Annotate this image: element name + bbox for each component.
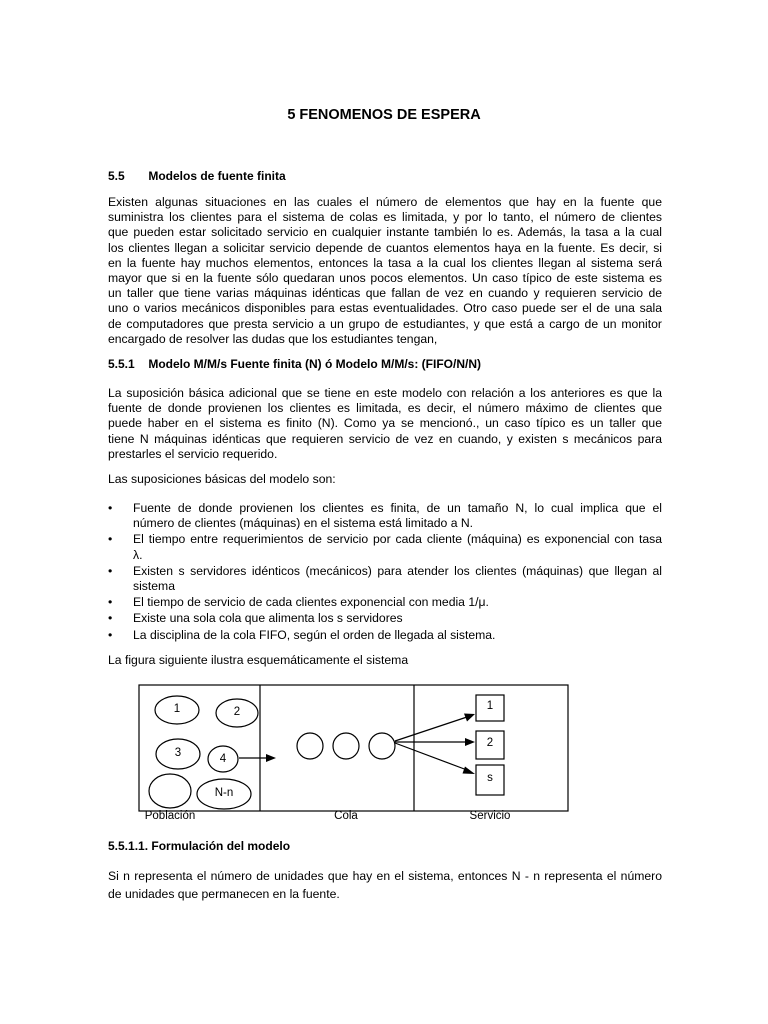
list-item-line: λ. — [133, 547, 143, 562]
paragraph-line: los clientes llegan a solicitar servicio depende de cuantos elementos haya en la fuente. Es decir, si — [108, 240, 662, 255]
paragraph-line: Existen algunas situaciones en las cuales el número de elementos que hay en la fuente que — [108, 195, 662, 209]
list-item-line: Existe una sola cola que alimenta los s servidores — [133, 611, 403, 626]
paragraph-line: de computadores que presta servicio a un grupo de estudiantes, y que está a cargo de un monitor — [108, 316, 662, 331]
population-label-3: 3 — [174, 747, 182, 759]
paragraph-assumptions-intro: Las suposiciones básicas del modelo son: — [108, 472, 336, 486]
bullet-icon: • — [108, 501, 113, 515]
bullet-icon: • — [108, 563, 113, 578]
paragraph-line: tiene N máquinas idénticas que requieren servicio de vez en cuando, y existen s mecánicos para — [108, 431, 662, 446]
section-number: 5.5 — [108, 169, 125, 183]
population-label-n-n: N-n — [214, 787, 234, 799]
server-label-s: s — [487, 772, 493, 784]
arrival-arrow-head — [266, 754, 276, 762]
section-title: Modelo M/M/s Fuente finita (N) ó Modelo M/M/s: (FIFO/N/N) — [148, 357, 481, 371]
list-item-line: El tiempo entre requerimientos de servicio por cada cliente (máquina) es exponencial con tasa — [133, 532, 662, 547]
paragraph-line: de unidades que permanecen en la fuente. — [108, 887, 340, 901]
population-caption: Población — [144, 810, 196, 822]
bullet-icon: • — [108, 532, 113, 547]
dispatch-line-1 — [395, 717, 467, 741]
bullet-icon: • — [108, 627, 113, 642]
dispatch-arrow-head-s — [463, 767, 476, 775]
population-label-2: 2 — [233, 706, 241, 718]
dispatch-line-s — [395, 743, 467, 770]
paragraph-line: puede haber en el sistema es finito (N). Como ya se mencionó., un caso típico es un taller que — [108, 416, 662, 431]
server-label-2: 2 — [486, 737, 494, 749]
population-label-1: 1 — [173, 703, 181, 715]
paragraph-line: La suposición básica adicional que se tiene en este modelo con relación a los anteriores es que la — [108, 386, 662, 400]
section-number: 5.5.1 — [108, 357, 135, 371]
server-label-1: 1 — [486, 700, 494, 712]
queue-slot-1 — [297, 733, 323, 759]
list-item-line: La disciplina de la cola FIFO, según el orden de llegada al sistema. — [133, 627, 496, 642]
paragraph-line: fuente de donde provienen los clientes es limitada, es decir, el número máximo de clientes que — [108, 401, 662, 416]
population-label-4: 4 — [219, 753, 227, 765]
paragraph-line: prestarles el servicio requerido. — [108, 446, 278, 461]
paragraph-figure-intro: La figura siguiente ilustra esquemáticamente el sistema — [108, 653, 409, 667]
paragraph-line: que pueden estar solicitado servicio en cualquier instante también lo es. Además, la tasa a la cual — [108, 225, 662, 240]
list-item-line: Fuente de donde provienen los clientes es finita, de un tamaño N, lo cual implica que el — [133, 501, 662, 515]
list-item-line: El tiempo de servicio de cada clientes exponencial con media 1/μ. — [133, 595, 489, 610]
queue-slot-3 — [369, 733, 395, 759]
list-item-line: Existen s servidores idénticos (mecánicos) para atender los clientes (máquinas) que llegan al — [133, 563, 662, 578]
list-item-line: sistema — [133, 579, 175, 594]
paragraph-line: en la fuente hay muchos elementos, entonces la tasa a la cual los clientes llegan al sistema será — [108, 255, 662, 270]
bullet-icon: • — [108, 611, 113, 626]
population-unit-blank — [149, 774, 191, 808]
dispatch-arrow-head-1 — [464, 714, 475, 722]
section-number: 5.5.1.1. — [108, 839, 149, 853]
dispatch-arrow-head-2 — [465, 738, 475, 746]
paragraph-line: encargado de resolver las dudas que los estudiantes tengan, — [108, 331, 438, 346]
queue-slot-2 — [333, 733, 359, 759]
list-item-line: número de clientes (máquinas) en el sistema está limitado a N. — [133, 516, 474, 531]
section-title: Formulación del modelo — [151, 839, 291, 853]
paragraph-line: mayor que si en la fuente sólo quedaran unos pocos elementos. Un caso típico de este sistema es — [108, 271, 662, 286]
bullet-icon: • — [108, 595, 113, 610]
paragraph-line: un taller que tiene varias máquinas idénticas que fallan de vez en cuando y requieren servicio de — [108, 286, 662, 301]
paragraph-formulation — [108, 867, 662, 903]
queue-caption: Cola — [334, 810, 358, 822]
section-title: Modelos de fuente finita — [148, 169, 286, 183]
paragraph-line: uno o varios mecánicos disponibles para estas eventualidades. Otro caso puede ser el de una sala — [108, 301, 662, 316]
section-heading-5-5-1-1 — [108, 839, 290, 853]
service-caption: Servicio — [469, 810, 511, 822]
paragraph-line: Si n representa el número de unidades que hay en el sistema, entonces N - n representa el número — [108, 869, 662, 883]
chapter-title: 5 FENOMENOS DE ESPERA — [287, 107, 481, 123]
paragraph-line: suministra los clientes para el sistema de colas es limitada, y por lo tanto, el número de clientes — [108, 210, 662, 225]
